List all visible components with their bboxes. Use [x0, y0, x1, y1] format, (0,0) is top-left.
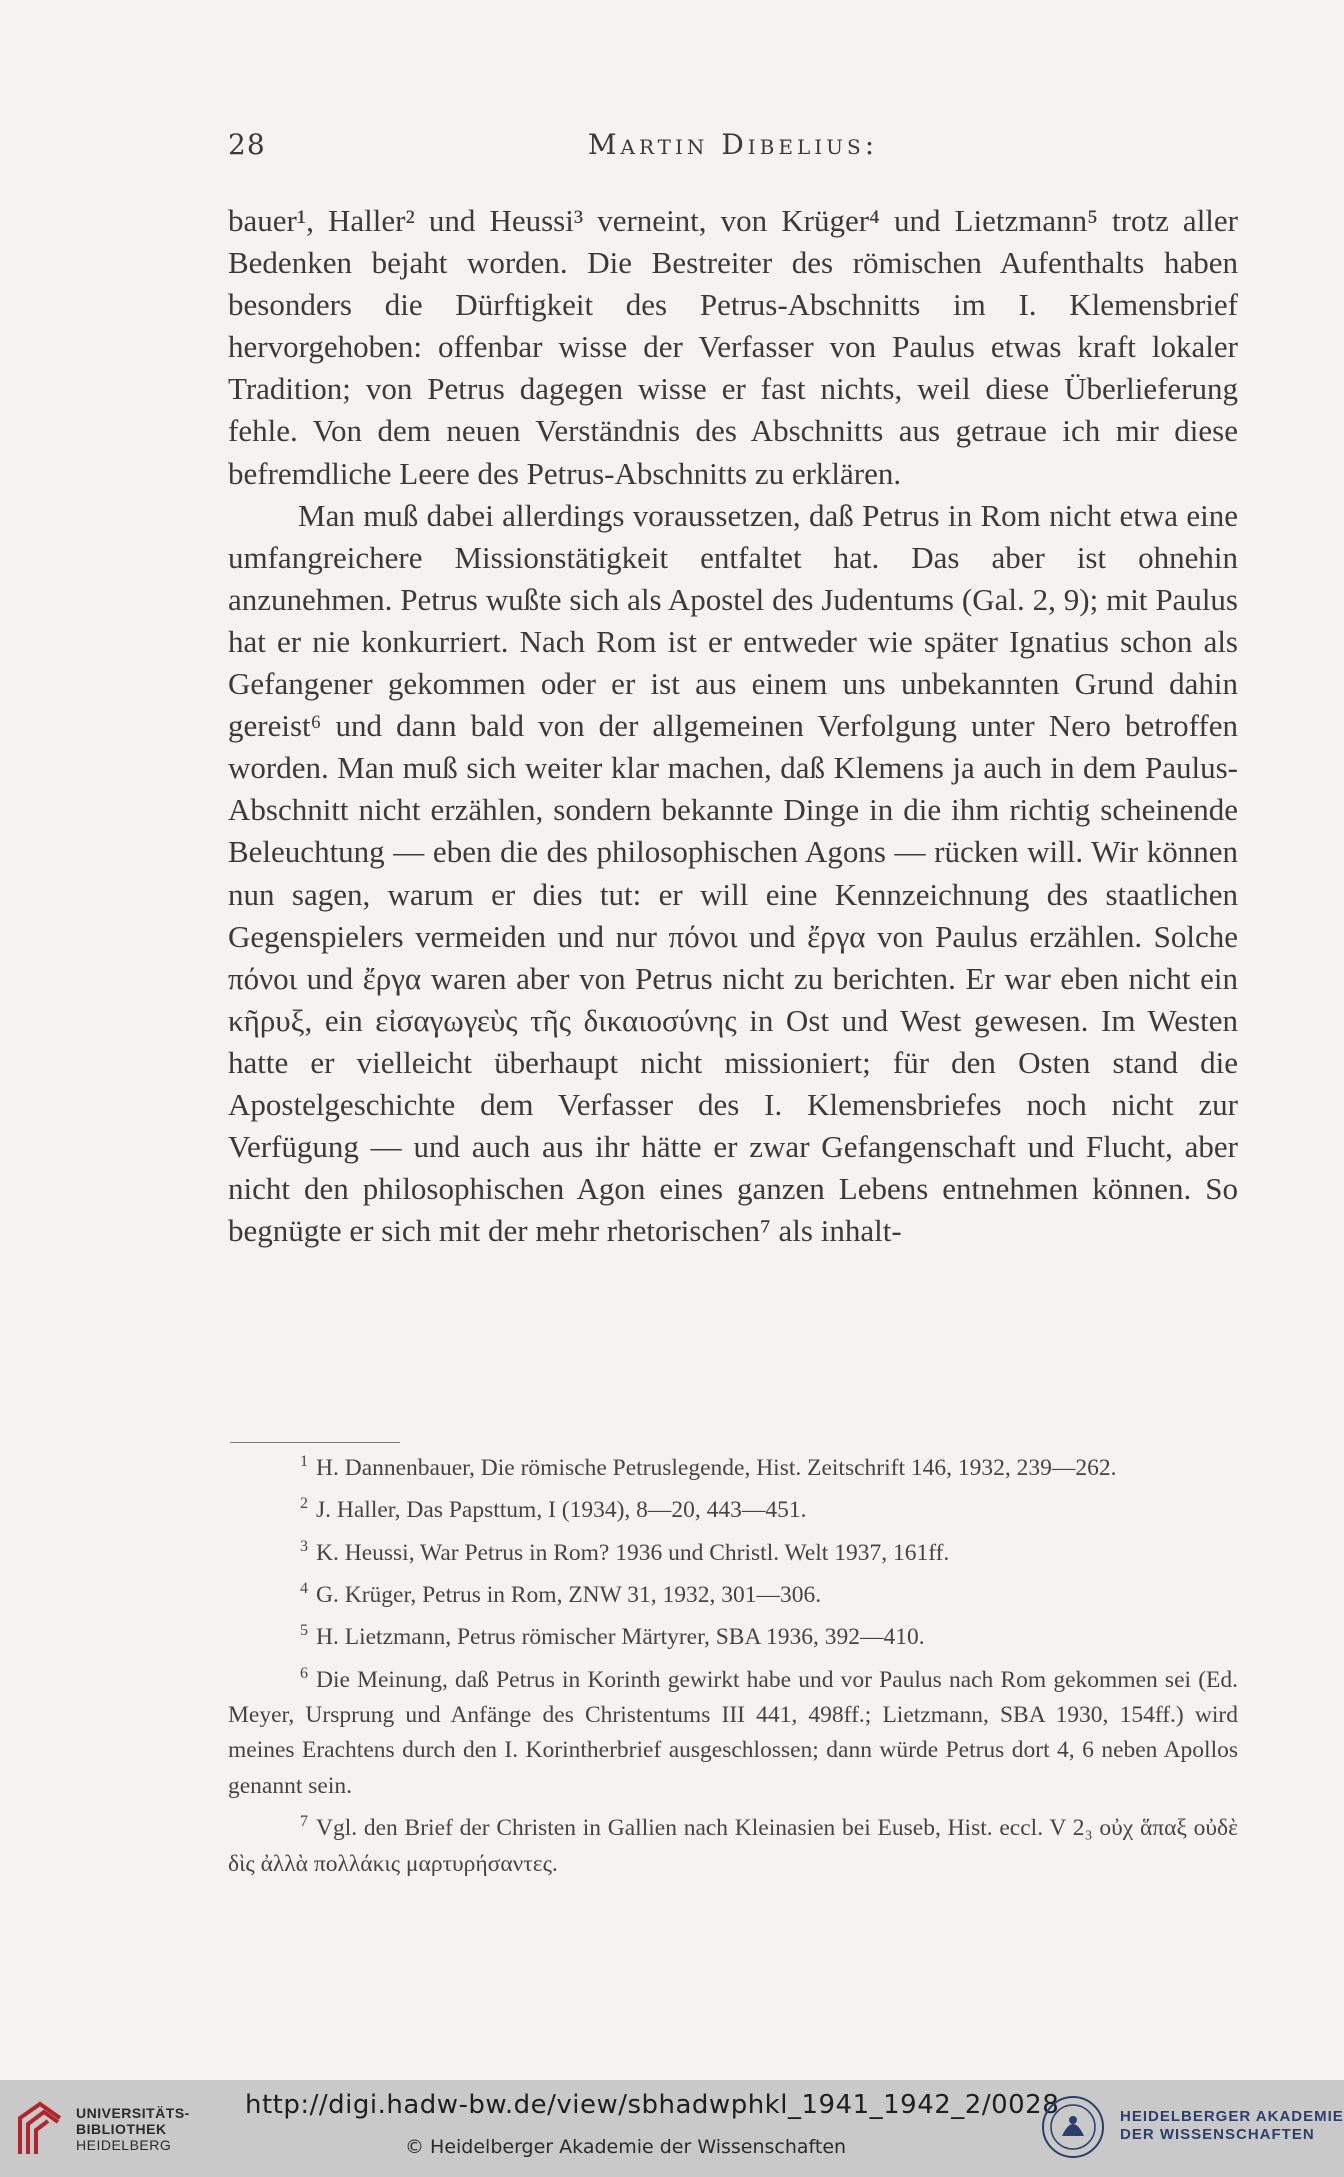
footnote-text: G. Krüger, Petrus in Rom, ZNW 31, 1932, 301—306.: [316, 1581, 822, 1608]
footnote-rule: [230, 1442, 400, 1443]
paragraph-2: Man muß dabei allerdings voraussetzen, daß Petrus in Rom nicht etwa eine umfangreichere Missionstätigkeit entfaltet hat. Das aber ist ohnehin anzunehmen. Petrus wußte sich als Apostel des Judentums (Gal. 2, 9); mit Paulus hat er nie konkurriert. Nach Rom ist er entweder wie später Ignatius schon als Gefangener gekommen oder er ist aus einem uns unbekannten Grund dahin gereist⁶ und dann bald von der allgemeinen Verfolgung unter Nero betroffen worden. Man muß sich weiter klar machen, daß Klemens ja auch in dem Paulus-Abschnitt nicht erzählen, sondern bekannte Dinge in die ihm richtig scheinende Beleuchtung — eben die des philosophischen Agons — rücken will. Wir können nun sagen, warum er dies tut: er will eine Kennzeichnung des staatlichen Gegenspielers vermeiden und nur πόνοι und ἔργα von Paulus erzählen. Solche πόνοι und ἔργα waren aber von Petrus nicht zu berichten. Er war eben nicht ein κῆρυξ, ein εἰσαγωγεὺς τῆς δικαιοσύνης in Ost und West gewesen. Im Westen hatte er vielleicht überhaupt nicht missioniert; für den Osten stand die Apostelgeschichte dem Verfasser des I. Klemensbriefes noch nicht zur Verfügung — und auch aus ihr hätte er zwar Gefangenschaft und Flucht, aber nicht den philosophischen Agon eines ganzen Lebens entnehmen können. So begnügte er sich mit der mehr rhetorischen⁷ als inhalt-: [228, 497, 1238, 1249]
footnote: [228, 1444, 1238, 1486]
footnote-number: 4: [300, 1579, 308, 1597]
footnote: [228, 1486, 1238, 1528]
paragraph-1: bauer¹, Haller² und Heussi³ verneint, von Krüger⁴ und Lietzmann⁵ trotz aller Bedenken bejaht worden. Die Bestreiter des römischen Aufenthalts haben besonders die Dürftigkeit des Petrus-Abschnitts im I. Klemensbrief hervorgehoben: offenbar wisse der Verfasser von Paulus etwas kraft lokaler Tradition; von Petrus dagegen wisse er fast nichts, weil diese Überlieferung fehle. Von dem neuen Verständnis des Abschnitts aus getraue ich mir diese befremdliche Leere des Petrus-Abschnitts zu erklären.: [228, 203, 1238, 491]
copyright-notice: © Heidelberger Akademie der Wissenschaften: [405, 2136, 847, 2158]
academy-name: [1120, 2108, 1344, 2144]
page-number: 28: [228, 128, 266, 161]
footnote-number: 7: [300, 1813, 308, 1831]
footnote: [228, 1656, 1238, 1805]
academy-name-line: DER WISSENSCHAFTEN: [1120, 2126, 1315, 2143]
footnote-number: 3: [300, 1537, 308, 1555]
footnote-number: 1: [300, 1453, 308, 1470]
footnote-number: 2: [300, 1495, 308, 1513]
footnote-text: J. Haller, Das Papsttum, I (1934), 8—20, 443—451.: [316, 1497, 807, 1524]
library-name-line: HEIDELBERG: [76, 2137, 172, 2153]
academy-name-line: HEIDELBERGER AKADEMIE: [1120, 2108, 1344, 2125]
footnote: [228, 1613, 1238, 1655]
university-library-name: [76, 2105, 190, 2153]
footnote-text: Vgl. den Brief der Christen in Gallien nach Kleinasien bei Euseb, Hist. eccl. V 2₃ οὐχ ἅπαξ οὐδὲ δὶς ἀλλὰ πολλάκις μαρτυρήσαντες.: [228, 1815, 1238, 1877]
library-name-line: UNIVERSITÄTS-: [76, 2105, 190, 2121]
running-title: Martin Dibelius:: [587, 128, 879, 161]
viewer-footer: [0, 2080, 1344, 2177]
footnote: [228, 1571, 1238, 1613]
footnote-text: K. Heussi, War Petrus in Rom? 1936 und Christl. Welt 1937, 161ff.: [316, 1539, 950, 1566]
footnote: [228, 1529, 1238, 1571]
footnote-text: H. Lietzmann, Petrus römischer Märtyrer, SBA 1936, 392—410.: [316, 1624, 925, 1651]
footnote-number: 6: [300, 1664, 308, 1682]
footnote: [228, 1804, 1238, 1882]
footnote-number: 5: [300, 1622, 308, 1640]
academy-seal-icon[interactable]: [1040, 2094, 1106, 2160]
footnotes: [228, 1444, 1238, 1882]
library-name-line: BIBLIOTHEK: [76, 2121, 167, 2137]
footnote-text: Die Meinung, daß Petrus in Korinth gewirkt habe und vor Paulus nach Rom gekommen sei (Ed. Meyer, Ursprung und Anfänge des Christentums III 441, 498ff.; Lietzmann, SBA 1930, 154ff.) wird meines Erachtens durch den I. Korintherbrief ausgeschlossen; dann würde Petrus dort 4, 6 neben Apollos genannt sein.: [228, 1666, 1238, 1799]
footnote-text: H. Dannenbauer, Die römische Petruslegende, Hist. Zeitschrift 146, 1932, 239—262.: [316, 1454, 1117, 1481]
body-text: [228, 200, 1238, 1252]
permalink-url[interactable]: http://digi.hadw-bw.de/view/sbhadwphkl_1941_1942_2/0028: [245, 2090, 1060, 2120]
university-library-logo-icon[interactable]: [14, 2096, 68, 2160]
